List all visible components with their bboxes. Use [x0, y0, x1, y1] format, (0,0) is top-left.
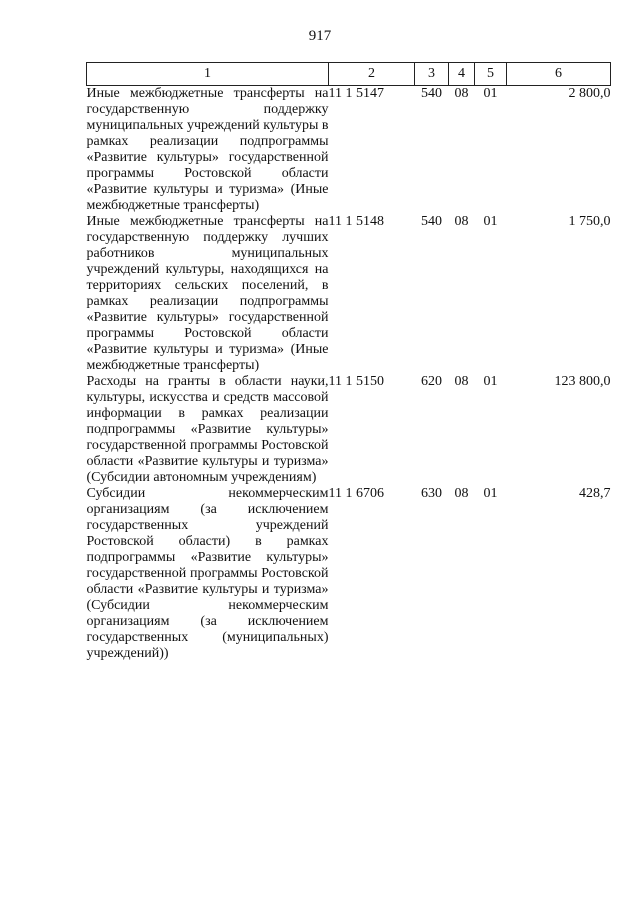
table-row: [87, 374, 611, 486]
amount: 1 750,0: [568, 214, 611, 229]
table-row: [87, 486, 611, 662]
amount: 123 800,0: [554, 374, 611, 389]
expense-name: Иные межбюджетные трансферты на государственную поддержку муниципальных учреждений культуры в рамках реализации подпрограммы «Развитие культуры» государственной программы Ростовской области «Развитие культуры и туризма» (Иные межбюджетные трансферты): [86, 86, 329, 213]
table-header-row: [87, 63, 611, 86]
expense-type-code: 620: [421, 374, 442, 389]
target-code: 11 1 6706: [328, 486, 384, 501]
amount: 428,7: [579, 486, 611, 501]
column-header: 4: [449, 63, 475, 86]
section-code: 08: [454, 486, 469, 501]
target-code: 11 1 5147: [328, 86, 384, 101]
table-row: [87, 86, 611, 215]
target-code: 11 1 5150: [328, 374, 384, 389]
subsection-code: 01: [483, 486, 498, 501]
subsection-code: 01: [483, 214, 498, 229]
page-number: 917: [308, 28, 332, 44]
amount: 2 800,0: [568, 86, 611, 101]
subsection-code: 01: [483, 86, 498, 101]
column-header: 1: [87, 63, 329, 86]
column-header: 5: [475, 63, 507, 86]
section-code: 08: [454, 374, 469, 389]
section-code: 08: [454, 214, 469, 229]
budget-table: [86, 62, 611, 662]
expense-name: Расходы на гранты в области науки, культуры, искусства и средств массовой информации в рамках реализации подпрограммы «Развитие культуры» государственной программы Ростовской области «Развитие культуры и туризма» (Субсидии автономным учреждениям): [86, 374, 329, 485]
table-row: [87, 214, 611, 374]
expense-name: Иные межбюджетные трансферты на государственную поддержку лучших работников муниципальных учреждений культуры, находящихся на территориях сельских поселений, в рамках реализации подпрограммы «Развитие культуры» государственной программы Ростовской области «Развитие культуры и туризма» (Иные межбюджетные трансферты): [86, 214, 329, 373]
expense-name: Субсидии некоммерческим организациям (за исключением государственных учреждений Ростовской области) в рамках подпрограммы «Развитие культуры» государственной программы Ростовской области «Развитие культуры и туризма» (Субсидии некоммерческим организациям (за исключением государственных (муниципальных) учреждений)): [86, 486, 329, 661]
expense-type-code: 540: [421, 86, 442, 101]
subsection-code: 01: [483, 374, 498, 389]
expense-type-code: 630: [421, 486, 442, 501]
expense-type-code: 540: [421, 214, 442, 229]
column-header: 2: [329, 63, 415, 86]
column-header: 6: [507, 63, 611, 86]
target-code: 11 1 5148: [328, 214, 384, 229]
section-code: 08: [454, 86, 469, 101]
column-header: 3: [415, 63, 449, 86]
